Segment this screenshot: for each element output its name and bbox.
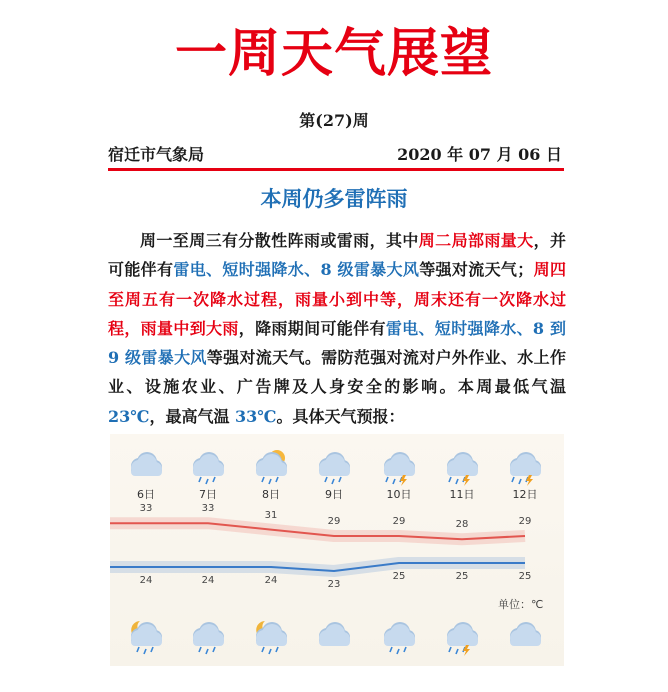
weekly-forecast-panel (110, 434, 564, 666)
high-temp-label: 33 (201, 503, 215, 515)
highlight-heavy-rain: 周二局部雨量大 (418, 231, 534, 250)
highlight-hazards: 雷电、短时强降水、8 级雷暴大风 (173, 260, 420, 280)
summary-text: 周一至周三有分散性阵雨或雷雨，其中 (140, 231, 419, 250)
summary-text: ，并可能伴有 (108, 231, 566, 280)
rain-cloud-icon (314, 446, 354, 486)
header-divider (108, 168, 564, 171)
day-label: 12日 (512, 488, 538, 501)
rain-cloud-icon (379, 616, 419, 656)
high-temp-label: 29 (327, 516, 341, 527)
unit-label: 单位：℃ (498, 598, 544, 611)
thunder-rain-icon (505, 446, 545, 486)
high-temp-label: 28 (455, 519, 469, 531)
moon-cloud-icon (126, 616, 166, 656)
day-label: 7日 (199, 488, 217, 501)
issue-number: 第(27)周 (299, 111, 369, 130)
high-temp-label: 29 (518, 516, 532, 527)
high-temp-label: 33 (139, 503, 153, 515)
agency-name: 宿迁市气象局 (108, 145, 205, 164)
forecast-summary (108, 226, 566, 431)
page-title: 一周天气展望 (174, 24, 493, 84)
moon-cloud-icon (251, 616, 291, 656)
max-temp: 33℃ (235, 406, 277, 426)
cloud-icon (314, 616, 354, 656)
low-temp-label: 23 (327, 579, 341, 590)
day-label: 11日 (449, 488, 475, 501)
high-temp-label: 31 (264, 509, 278, 521)
cloud-icon (126, 446, 166, 486)
day-label: 9日 (325, 488, 343, 501)
cloud-icon (505, 616, 545, 656)
low-temp-label: 24 (201, 575, 215, 586)
summary-text: ，最高气温 (149, 406, 236, 426)
day-label: 10日 (386, 488, 412, 501)
summary-text: 等强对流天气； (419, 260, 534, 280)
day-label: 6日 (137, 488, 155, 501)
meta-row (108, 142, 562, 165)
rain-cloud-icon (188, 616, 228, 656)
min-temp: 23℃ (108, 406, 150, 426)
summary-text: 等强对流天气。需防范强对流对户外作业、水上作业、设施农业、广告牌及人身安全的影响。本周最低气温 (108, 348, 566, 397)
summary-text: 。具体天气预报： (276, 406, 405, 426)
low-temp-label: 25 (392, 571, 406, 582)
highlight-hazards-2: 雷电、短时强降水、8 到 9 级雷暴大风 (108, 318, 566, 368)
issue-date: 2020 年 07 月 06 日 (397, 145, 562, 164)
low-temp-label: 24 (139, 575, 153, 586)
rain-cloud-icon (188, 446, 228, 486)
thunder-rain-icon (442, 616, 482, 656)
low-temp-label: 25 (518, 571, 532, 582)
highlight-rain-process: 周四至周五有一次降水过程，雨量小到中等，周末还有一次降水过程，雨量中到大雨 (108, 260, 566, 338)
high-temp-label: 29 (392, 516, 406, 527)
sun-cloud-rain-icon (251, 446, 291, 486)
thunder-rain-icon (379, 446, 419, 486)
thunder-rain-icon (442, 446, 482, 486)
low-temp-label: 25 (455, 571, 469, 582)
low-temp-label: 24 (264, 575, 278, 586)
day-label: 8日 (262, 488, 280, 501)
summary-text: ，降雨期间可能伴有 (238, 318, 386, 338)
headline: 本周仍多雷阵雨 (260, 187, 408, 211)
